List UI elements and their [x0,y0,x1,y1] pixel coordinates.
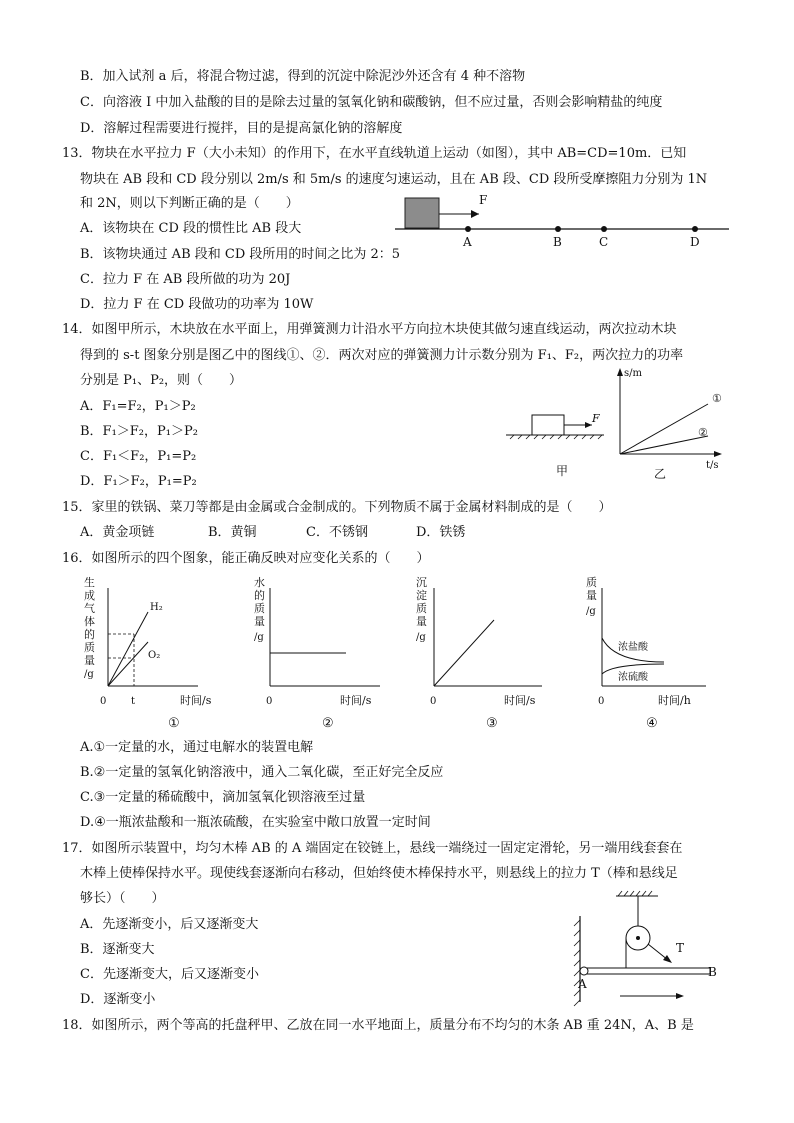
q17-hinge [580,967,588,975]
q13-track-figure [395,190,735,250]
q14-figure-jia [500,405,610,480]
g3-xlabel: 时间/s [504,694,536,707]
g3-rising-line [434,620,494,686]
svg-text:生: 生 [84,576,95,589]
svg-text:/g: /g [416,632,426,643]
q14-option-c: C．F₁＜F₂，P₁=P₂ [80,449,197,464]
q14-option-d: D．F₁＞F₂，P₁=P₂ [80,474,197,489]
q17-t-label: T [676,941,685,955]
q13-stem-line3: 和 2N，则以下判断正确的是（ ） [80,196,299,211]
q17-stem-line3: 够长）（ ） [80,891,165,906]
g4-number: ④ [646,716,658,731]
q13-point-c [601,226,607,232]
g1-xlabel: 时间/s [180,694,212,707]
g4-origin: 0 [598,696,605,707]
svg-text:气: 气 [84,602,95,615]
q14-caption-jia: 甲 [556,464,569,478]
q14-line-1 [620,404,708,454]
q12-option-c: C．向溶液 I 中加入盐酸的目的是除去过量的氢氧化钠和碳酸钠，但不应过量，否则会影响精盐的纯度 [80,95,663,110]
q16-option-c: C.③一定量的稀硫酸中，滴加氢氧化钡溶液至过量 [80,790,366,805]
q14-ylabel: s/m [624,368,642,379]
q17-stem-line2: 木棒上使棒保持水平。现使线套逐渐向右移动，但始终使木棒保持水平，则悬线上的拉力 T（棒和悬线足 [80,866,678,881]
q16-option-b: B.②一定量的氢氧化钠溶液中，通入二氧化碳，至正好完全反应 [80,765,444,780]
g3-number: ③ [486,716,498,731]
q13-option-d: D．拉力 F 在 CD 段做功的功率为 10W [80,297,314,312]
q17-option-a: A．先逐渐变小，后又逐渐变大 [80,917,259,932]
q13-point-a [465,226,471,232]
q13-label-a: A [463,235,472,249]
q16-stem: 16．如图所示的四个图象，能正确反映对应变化关系的（ ） [62,551,430,566]
q17-option-d: D．逐渐变小 [80,992,156,1007]
q15-stem: 15．家里的铁锅、菜刀等都是由金属或合金制成的。下列物质不属于金属材料制成的是（ ） [62,500,612,515]
q13-label-b: B [553,235,562,249]
svg-text:沉: 沉 [416,576,427,589]
q13-point-d [692,226,698,232]
svg-text:量: 量 [84,654,95,667]
svg-text:质: 质 [416,602,427,615]
q13-block [405,198,439,228]
q17-b-label: B [708,965,717,979]
q13-option-b: B．该物块通过 AB 段和 CD 段所用的时间之比为 2：5 [80,247,401,262]
q15-option-c: C．不锈钢 [306,525,368,540]
q12-option-d: D．溶解过程需要进行搅拌，目的是提高氯化钠的溶解度 [80,121,403,136]
svg-text:的: 的 [84,628,95,641]
svg-text:量: 量 [254,615,265,628]
q15-option-a: A．黄金项链 [80,525,155,540]
svg-text:质: 质 [84,641,95,654]
g2-xlabel: 时间/s [340,694,372,707]
q15-option-b: B．黄铜 [208,525,257,540]
g3-origin: 0 [430,696,437,707]
q16-graph-3 [412,574,552,734]
g1-origin: 0 [100,696,107,707]
q17-option-b: B．逐渐变大 [80,942,155,957]
q17-option-c: C．先逐渐变大，后又逐渐变小 [80,967,259,982]
g4-xlabel: 时间/h [658,694,691,707]
q14-line-2 [620,436,708,454]
q16-graph-4 [582,574,722,734]
svg-text:水: 水 [254,576,265,589]
q15-option-d: D．铁锈 [416,525,466,540]
q14-block [532,415,564,435]
g2-number: ② [322,716,334,731]
q14-figure-yi [612,368,732,488]
g4-hcl-label: 浓盐酸 [618,642,648,653]
g2-origin: 0 [266,696,273,707]
q14-stem-line2: 得到的 s-t 图象分别是图乙中的图线①、②．两次对应的弹簧测力计示数分别为 F₁、F₂，两次拉力的功率 [80,348,684,363]
svg-text:/g: /g [84,669,94,680]
q16-option-d: D.④一瓶浓盐酸和一瓶浓硫酸，在实验室中敞口放置一定时间 [80,815,431,830]
g4-h2so4-label: 浓硫酸 [618,672,648,683]
svg-text:成: 成 [84,589,95,602]
q14-caption-yi: 乙 [654,467,667,481]
q13-option-a: A．该物块在 CD 段的惯性比 AB 段大 [80,221,302,236]
svg-text:质: 质 [254,602,265,615]
svg-text:质: 质 [586,576,597,589]
q17-stem-line1: 17．如图所示装置中，均匀木棒 AB 的 A 端固定在铰链上，悬线一端绕过一固定定滑轮，另一端用线套套在 [62,841,683,856]
q13-stem-line2: 物块在 AB 段和 CD 段分别以 2m/s 和 5m/s 的速度匀速运动，且在 AB 段、CD 段所受摩擦阻力分别为 1N [80,172,708,187]
svg-text:量: 量 [586,589,597,602]
g1-o2-label: O₂ [148,650,161,661]
g1-h2-label: H₂ [150,602,163,613]
svg-text:/g: /g [254,632,264,643]
q13-stem-line1: 13．物块在水平拉力 F（大小未知）的作用下，在水平直线轨道上运动（如图），其中 AB=CD=10m．已知 [62,146,687,161]
q13-point-b [555,226,561,232]
q13-force-label: F [479,193,488,207]
q14-line-2-label: ② [698,426,708,439]
q17-rod [584,968,710,974]
g1-number: ① [168,716,180,731]
q17-lever-figure [560,890,730,1010]
q14-xlabel: t/s [706,460,719,471]
svg-text:淀: 淀 [416,589,427,602]
q18-stem-line1: 18．如图所示，两个等高的托盘秤甲、乙放在同一水平地面上，质量分布不均匀的木条 AB 重 24N，A、B 是 [62,1018,694,1033]
q13-label-d: D [690,235,700,249]
q16-option-a: A.①一定量的水，通过电解水的装置电解 [80,740,314,755]
q14-force-label: F [592,412,600,425]
svg-text:/g: /g [586,606,596,617]
q17-a-label: A [578,977,587,991]
q12-option-b: B．加入试剂 a 后，将混合物过滤，得到的沉淀中除泥沙外还含有 4 种不溶物 [80,69,526,84]
svg-text:量: 量 [416,615,427,628]
q14-stem-line1: 14．如图甲所示，木块放在水平面上，用弹簧测力计沿水平方向拉木块使其做匀速直线运动，两次拉动木块 [62,322,677,337]
q13-option-c: C．拉力 F 在 AB 段所做的功为 20J [80,272,291,287]
q16-graph-2 [250,574,390,734]
q14-stem-line3: 分别是 P₁、P₂，则（ ） [80,373,243,388]
g1-t-tick: t [131,696,136,707]
q13-label-c: C [599,235,609,249]
q14-option-b: B．F₁＞F₂，P₁＞P₂ [80,424,198,439]
q14-option-a: A．F₁=F₂，P₁＞P₂ [80,399,196,414]
svg-text:的: 的 [254,589,265,602]
svg-text:体: 体 [84,615,95,628]
q16-graph-1 [80,574,220,734]
q14-line-1-label: ① [712,392,722,405]
